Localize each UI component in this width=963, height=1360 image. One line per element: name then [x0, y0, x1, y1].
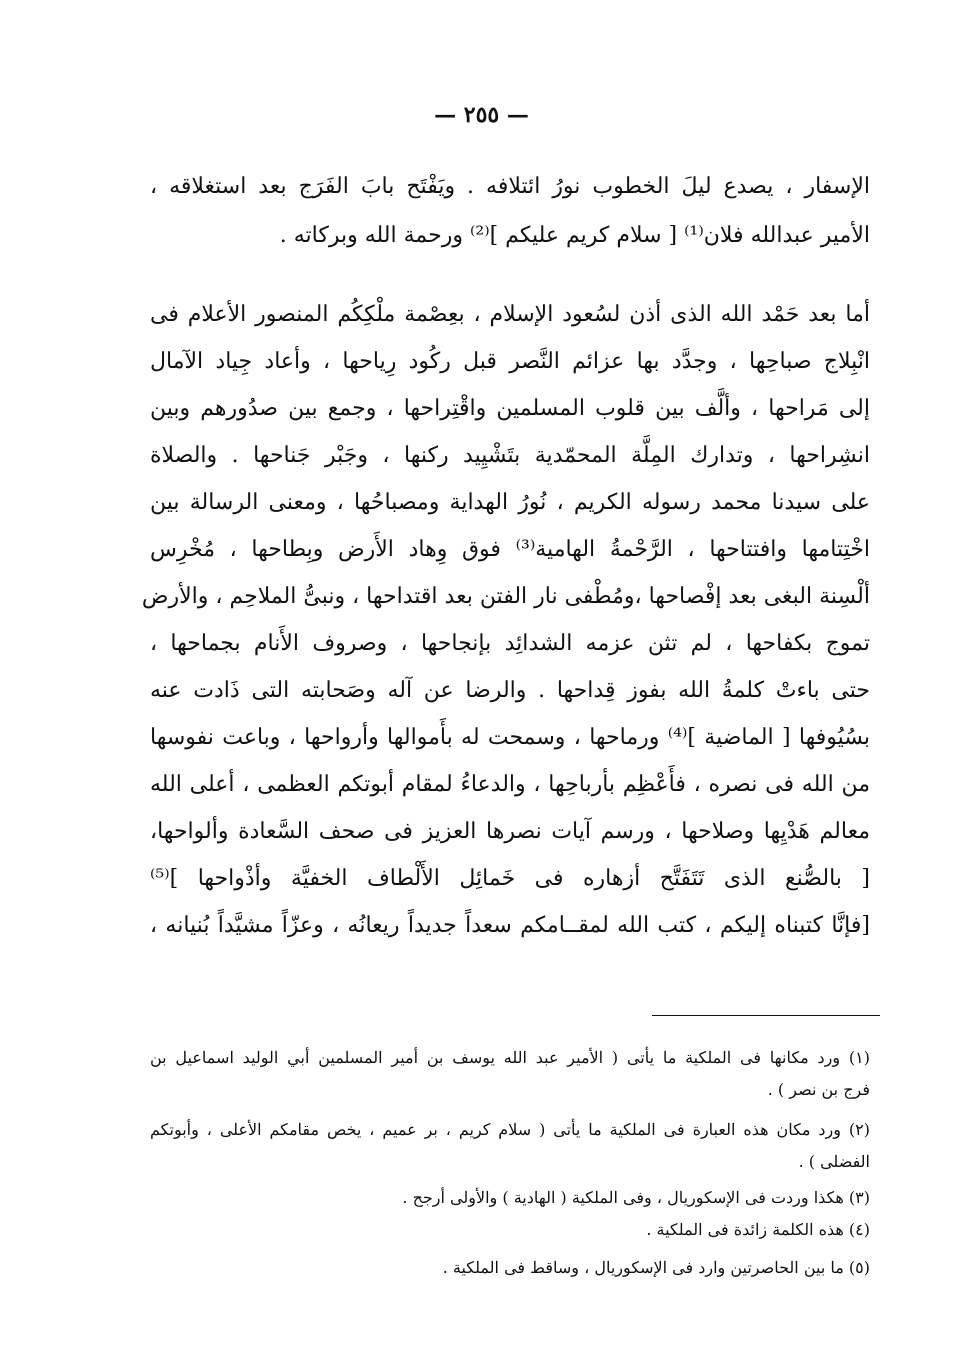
body-line: من الله فى نصره ، فأَعْظِم بأرباحِها ، والدعاءُ لمقام أبوتكم العظمى ، أعلى الله: [150, 772, 870, 797]
intro-line: الأمير عبدالله فلان⁽¹⁾ [ سلام كريم عليكم ]⁽²⁾ ورحمة الله وبركاته .: [279, 223, 870, 248]
footnote-separator: [652, 1015, 880, 1016]
footnote-line: (٢) ورد مكان هذه العبارة فى الملكية ما يأتى ( سلام كريم ، بر عميم ، يخص مقامكم الأعلى ، وأبوتكم: [150, 1120, 870, 1139]
body-line: انشِراحها ، وتدارك المِلَّة المحمّدية بتَشْيِيد ركنها ، وجَبْر جَناحها . والصلاة: [150, 443, 870, 468]
footnote-line: فرج بن نصر ) .: [767, 1080, 870, 1099]
body-line: إلى مَراحها ، وألَّف بين قلوب المسلمين واقْتِراحها ، وجمع بين صدُورهم وبين: [150, 396, 870, 421]
body-line: حتى باءتْ كلمةُ الله بفوز قِداحها . والرضا عن آله وصَحابته التى ذَادت عنه: [150, 678, 870, 703]
body-line: أما بعد حَمْد الله الذى أذن لسُعود الإسلام ، بعِصْمة ملْكِكُم المنصور الأعلام فى: [150, 302, 870, 327]
footnote-line: (٣) هكذا وردت فى الإسكوريال ، وفى الملكية ( الهادية ) والأولى أرجح .: [402, 1188, 870, 1207]
body-line: انْبِلاج صباحِها ، وجدَّد بها عزائم النَّصر قبل ركُود رِياحها ، وأعاد جِياد الآمال: [150, 349, 870, 374]
body-line: بسُيُوفها [ الماضية ]⁽⁴⁾ ورماحها ، وسمحت له بأَموالها وأرواحها ، وباعت نفوسها: [150, 725, 870, 750]
body-line: [ بالصُّنع الذى تَتَفَتَّح أزهاره فى خَمائِل الأَلْطاف الخفيَّة وأذْواحها ]⁽⁵⁾: [150, 866, 870, 891]
body-line: معالم هَدْيِها وصلاحها ، ورسم آيات نصرها العزيز فى صحف السَّعادة وألواحها،: [150, 819, 870, 844]
body-line: على سيدنا محمد رسوله الكريم ، نُورُ الهداية ومصباحُها ، ومعنى الرسالة بين: [150, 490, 870, 515]
page-number: — ٢٥٥ —: [434, 102, 529, 128]
body-line: تموج بكفاحها ، لم تثن عزمه الشدائِد بإنجاحها ، وصروف الأَنام بجماحها ،: [150, 631, 870, 656]
footnote-line: (٤) هذه الكلمة زائدة فى الملكية .: [646, 1220, 870, 1239]
intro-line: الإسفار ، يصدع ليلَ الخطوب نورُ ائتلافه . ويَفْتَح بابَ الفَرَج بعد استغلاقه ،: [150, 174, 870, 199]
body-line: اخْتِتامها وافتتاحها ، الرَّحْمةُ الهامية⁽³⁾ فوق وِهاد الأَرض وبِطاحها ، مُخْرِس: [150, 537, 870, 562]
footnote-line: (١) ورد مكانها فى الملكية ما يأتى ( الأمير عبد الله يوسف بن أمير المسلمين أبي الوليد اسماعيل بن: [150, 1048, 870, 1067]
footnote-line: (٥) ما بين الحاصرتين وارد فى الإسكوريال ، وساقط فى الملكية .: [442, 1258, 870, 1277]
body-line: [فإنَّا كتبناه إليكم ، كتب الله لمقــامكم سعداً جديداً ريعانُه ، وعزّاً مشيَّداً بُنيانه ،: [150, 913, 870, 938]
body-line: ألْسِنة البغى بعد إفْصاحها ،ومُطْفى نار الفتن بعد اقتداحها ، ونبىُّ الملاحِم ، والأرض: [141, 584, 870, 609]
footnote-line: الفضلى ) .: [798, 1152, 870, 1171]
